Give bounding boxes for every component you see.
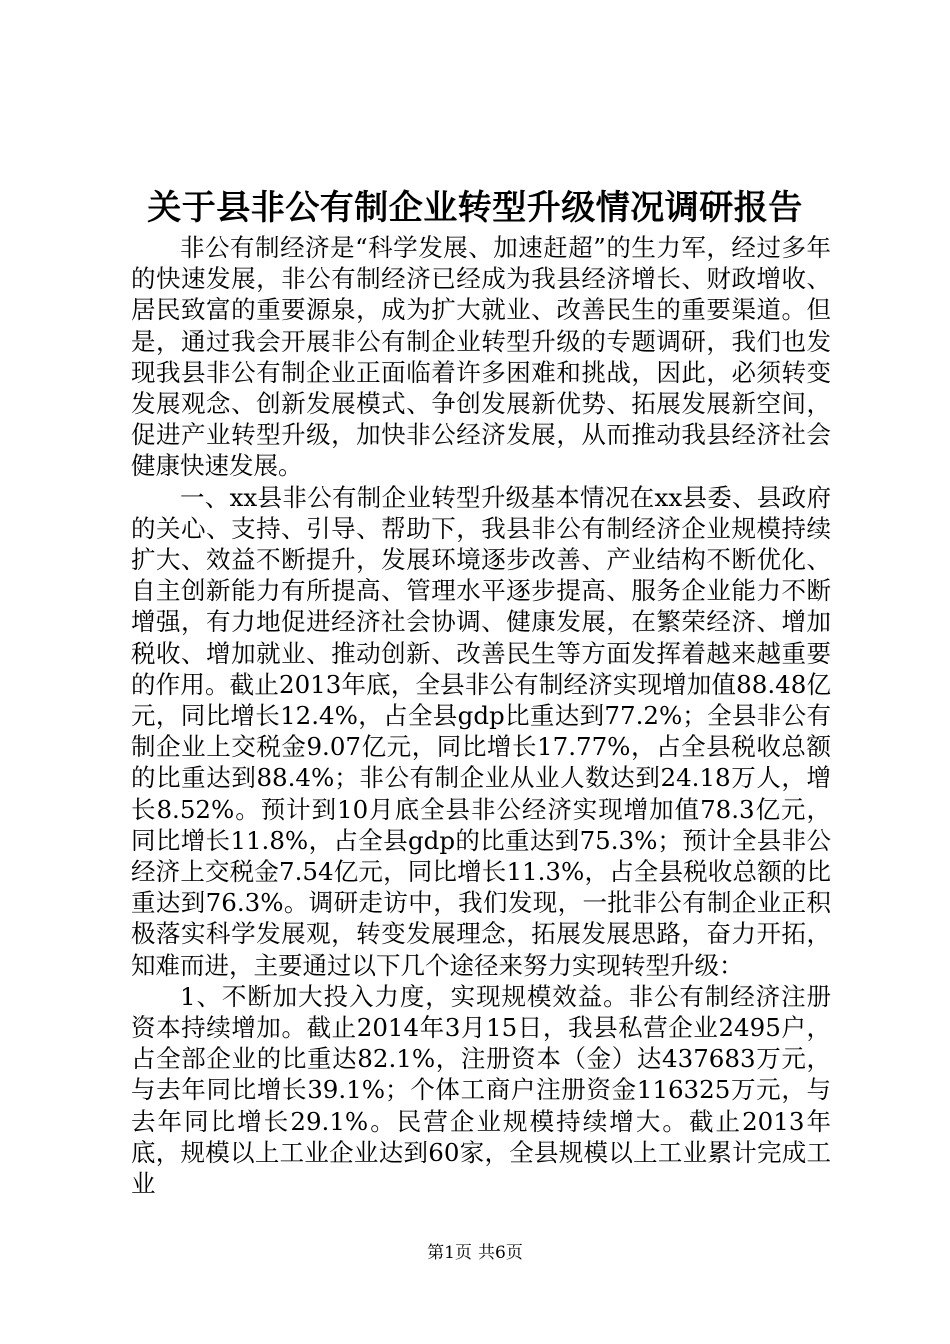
paragraph-item-one: 1、不断加大投入力度，实现规模效益。非公有制经济注册资本持续增加。截止2014年3月15日，我县私营企业2495户，占全部企业的比重达82.1%，注册资本（金）达437683万元，与去年同比增长39.1%；个体工商户注册资金116325万元，与去年同比增长29.1%。民营企业规模持续增大。截止2013年底，规模以上工业企业达到60家，全县规模以上工业累计完成工业	[131, 981, 831, 1199]
paragraph-intro: 非公有制经济是“科学发展、加速赶超”的生力军，经过多年的快速发展，非公有制经济已经成为我县经济增长、财政增收、居民致富的重要源泉，成为扩大就业、改善民生的重要渠道。但是，通过我会开展非公有制企业转型升级的专题调研，我们也发现我县非公有制企业正面临着许多困难和挑战，因此，必须转变发展观念、创新发展模式、争创发展新优势、拓展发展新空间，促进产业转型升级，加快非公经济发展，从而推动我县经济社会健康快速发展。	[131, 233, 831, 481]
document-body	[131, 232, 831, 1199]
page-number: 第1页	[427, 1243, 472, 1263]
document-title: 关于县非公有制企业转型升级情况调研报告	[147, 188, 803, 228]
page-footer	[0, 1241, 950, 1265]
page-total: 共6页	[478, 1243, 523, 1263]
paragraph-section-one: 一、xx县非公有制企业转型升级基本情况在xx县委、县政府的关心、支持、引导、帮助下，我县非公有制经济企业规模持续扩大、效益不断提升，发展环境逐步改善、产业结构不断优化、自主创新能力有所提高、管理水平逐步提高、服务企业能力不断增强，有力地促进经济社会协调、健康发展，在繁荣经济、增加税收、增加就业、推动创新、改善民生等方面发挥着越来越重要的作用。截止2013年底，全县非公有制经济实现增加值88.48亿元，同比增长12.4%，占全县gdp比重达到77.2%；全县非公有制企业上交税金9.07亿元，同比增长17.77%，占全县税收总额的比重达到88.4%；非公有制企业从业人数达到24.18万人，增长8.52%。预计到10月底全县非公经济实现增加值78.3亿元，同比增长11.8%，占全县gdp的比重达到75.3%；预计全县非公经济上交税金7.54亿元，同比增长11.3%，占全县税收总额的比重达到76.3%。调研走访中，我们发现，一批非公有制企业正积极落实科学发展观，转变发展理念，拓展发展思路，奋力开拓，知难而进，主要通过以下几个途径来努力实现转型升级：	[131, 482, 831, 980]
